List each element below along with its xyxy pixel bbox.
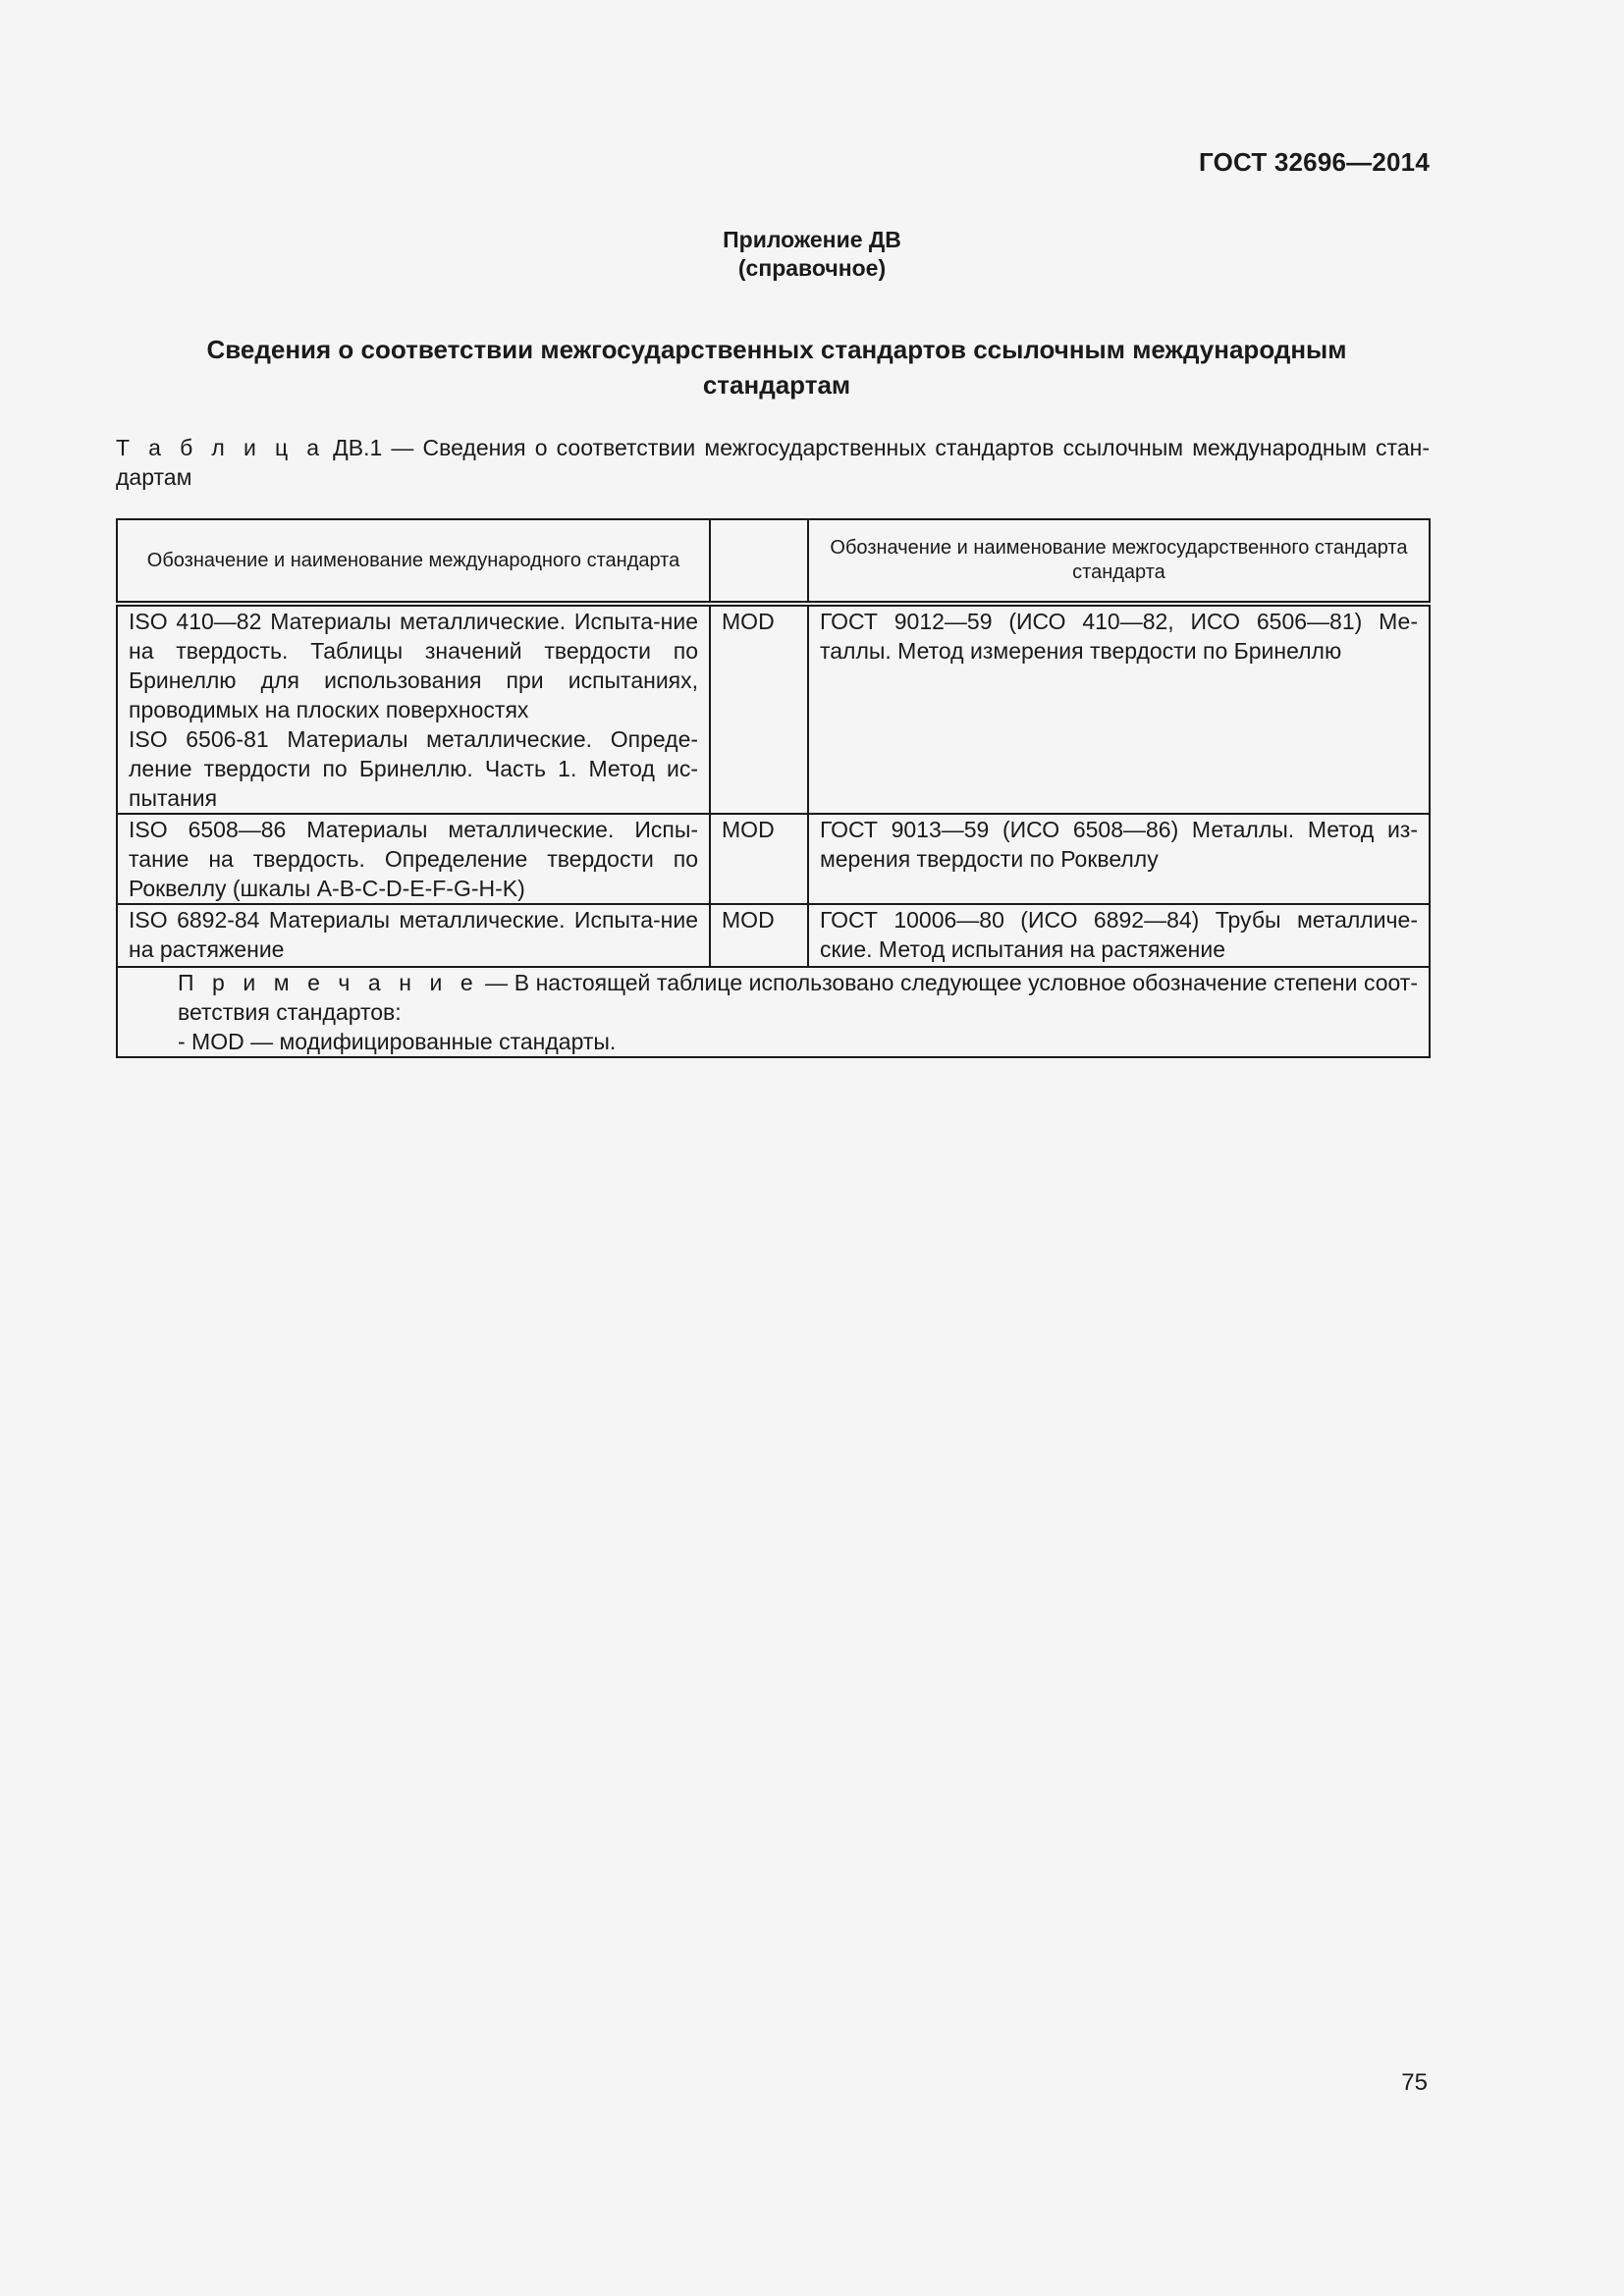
degree-cell: MOD <box>710 604 808 814</box>
interstate-standard-cell: ГОСТ 10006—80 (ИСО 6892—84) Трубы металличе-ские. Метод испытания на растяжение <box>808 904 1430 967</box>
table-caption-label: Т а б л и ц а <box>116 435 325 460</box>
section-title-line-2: стандартам <box>702 370 851 400</box>
table-note-row <box>117 967 1430 1057</box>
international-standard-text: ISO 410—82 Материалы металлические. Испыта-ние на твердость. Таблицы значений твердости по Бринеллю для использования при испытаниях, проводимых на плоских поверхностях <box>129 609 699 722</box>
degree-cell: MOD <box>710 814 808 904</box>
appendix-heading <box>0 226 1624 283</box>
interstate-standard-cell: ГОСТ 9013—59 (ИСО 6508—86) Металлы. Метод из-мерения твердости по Роквеллу <box>808 814 1430 904</box>
table-caption <box>116 433 1430 492</box>
table-caption-text: ДВ.1 — Сведения о соответствии межгосударственных стандартов ссылочным международным стан-дартам <box>116 435 1430 490</box>
header-degree <box>710 519 808 604</box>
note-item: - MOD — модифицированные стандарты. <box>178 1029 617 1054</box>
table-header-row <box>117 519 1430 604</box>
international-standard-cell <box>117 604 710 814</box>
table-note <box>117 967 1430 1057</box>
appendix-title: Приложение ДВ <box>723 227 901 252</box>
degree-cell: MOD <box>710 904 808 967</box>
note-text: — В настоящей таблице использовано следующее условное обозначение степени соот-ветствия стандартов: <box>178 970 1418 1025</box>
table-row <box>117 604 1430 814</box>
appendix-subtitle: (справочное) <box>737 255 887 281</box>
document-id: ГОСТ 32696—2014 <box>1199 147 1430 177</box>
international-standard-cell: ISO 6892-84 Материалы металлические. Испыта-ние на растяжение <box>117 904 710 967</box>
note-label: П р и м е ч а н и е <box>178 970 479 995</box>
page-number: 75 <box>1401 2069 1428 2096</box>
table-row <box>117 814 1430 904</box>
header-interstate-standard: Обозначение и наименование межгосударственного стандарта стандарта <box>808 519 1430 604</box>
section-title-line-1: Сведения о соответствии межгосударственных стандартов ссылочным международным <box>206 335 1347 364</box>
standards-correspondence-table <box>116 518 1431 1058</box>
international-standard-cell: ISO 6508—86 Материалы металлические. Испы-тание на твердость. Определение твердости по Роквеллу (шкалы A-B-C-D-E-F-G-H-K) <box>117 814 710 904</box>
header-international-standard: Обозначение и наименование международного стандарта <box>117 519 710 604</box>
international-standard-text-extra: ISO 6506-81 Материалы металлические. Опреде-ление твердости по Бринеллю. Часть 1. Метод ис-пытания <box>129 726 699 811</box>
section-title <box>147 332 1406 402</box>
table-row <box>117 904 1430 967</box>
note-paragraph <box>129 968 1418 1027</box>
interstate-standard-cell: ГОСТ 9012—59 (ИСО 410—82, ИСО 6506—81) Ме-таллы. Метод измерения твердости по Бринеллю <box>808 604 1430 814</box>
